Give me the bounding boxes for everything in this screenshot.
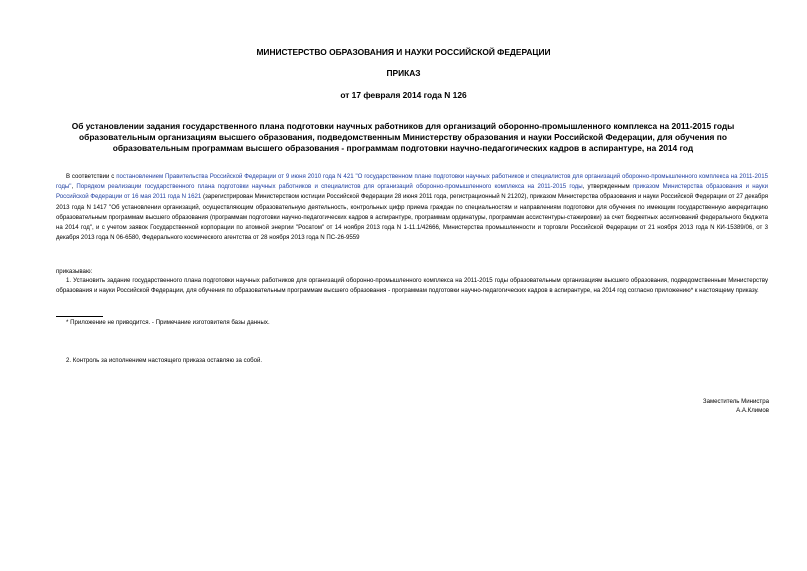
footnote: * Приложение не приводится. - Примечание изготовителя базы данных.	[66, 319, 270, 326]
preamble-paragraph	[56, 172, 768, 243]
document-title: Об установлении задания государственного плана подготовки научных работников для организаций оборонно-промышленного комплекса на 2011-2015 годы образовательным организациям высшего образования, подведомственным Министерству образования и науки Российской Федерации, для обучения по образовательным программам высшего образования - программам подготовки научно-педагогических кадров в аспирантуре, на 2014 год	[71, 121, 735, 153]
preamble-text-1: В соответствии с	[66, 173, 117, 180]
ministry-heading: МИНИСТЕРСТВО ОБРАЗОВАНИЯ И НАУКИ РОССИЙСКОЙ ФЕДЕРАЦИИ	[256, 47, 551, 57]
link-order-1621[interactable]: приказом Министерства образования и науки Российской Федерации от 16 мая 2011 года N 1621	[56, 183, 768, 201]
order-item-1: 1. Установить задание государственного плана подготовки научных работников для организаций оборонно-промышленного комплекса на 2011-2015 годы образовательным организациям высшего образования, подведомственным Министерству образования и науки Российской Федерации, для обучения по образовательным программам высшего образования - программам подготовки научно-педагогических кадров в аспирантуре, на 2014 год согласно приложению* к настоящему приказу.	[56, 277, 768, 295]
signatory-position: Заместитель Министра	[702, 398, 769, 405]
order-label: ПРИКАЗ	[386, 68, 421, 78]
signatory-name: А.А.Климов	[736, 407, 769, 414]
order-date: от 17 февраля 2014 года N 126	[340, 90, 467, 100]
preamble-text-3: , утвержденным	[582, 183, 633, 191]
link-government-decree-421[interactable]: постановлением Правительства Российской Федерации от 9 июня 2010 года N 421 "О государственном плане подготовки научных работников и специалистов для организаций оборонно-промышленного комплекса на 2011-2015 годы"	[56, 173, 769, 191]
preamble-text-2: ,	[71, 183, 77, 191]
link-implementation-procedure[interactable]: Порядком реализации государственного плана подготовки научных работников и специалистов для организаций оборонно-промышленного комплекса на 2011-2015 годы	[76, 183, 583, 191]
orders-word: приказываю:	[56, 268, 93, 275]
footnote-divider	[56, 316, 103, 317]
order-item-2: 2. Контроль за исполнением настоящего приказа оставляю за собой.	[66, 357, 263, 364]
preamble-text-4: (зарегистрирован Министерством юстиции Российской Федерации 28 июня 2011 года, регистрационный N 21202), приказом Министерства образования и науки Российской Федерации от 27 декабря 2013 года N 1417 "Об установлении организаций, осуществляющим образовательную деятельность, контрольных цифр приема граждан по специальностям и направлениям подготовки для обучения по имеющим государственную аккредитацию образовательным программам высшего образования (программам подготовки научно-педагогических кадров в аспирантуре, программам ординатуры, программам ассистентуры-стажировки) за счет бюджетных ассигнований федерального бюджета на 2014 год", и с учетом заявок Государственной корпорации по атомной энергии "Росатом" от 14 ноября 2013 года N 1-11.1/42666, Министерства промышленности и торговли Российской Федерации от 21 ноября 2013 года N КИ-15389/06, от 3 декабря 2013 года N 06-6580, Федерального космического агентства от 28 ноября 2013 года N ПС-26-9559	[56, 193, 768, 242]
